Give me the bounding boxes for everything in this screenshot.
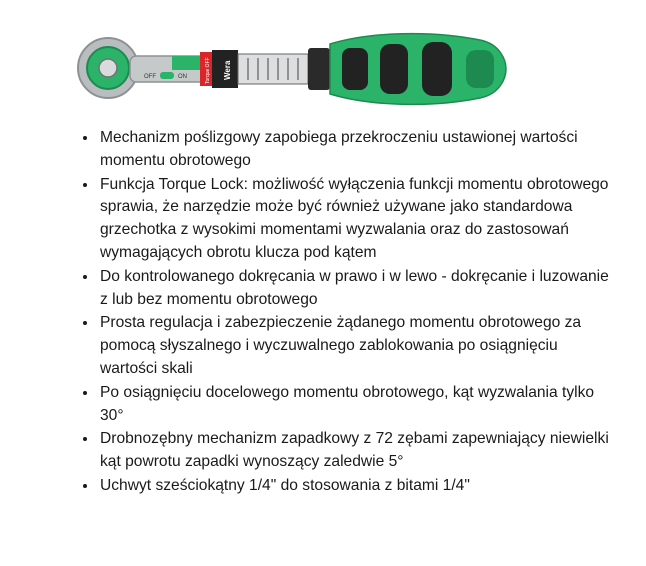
bit-holder bbox=[172, 56, 200, 70]
list-item: • Po osiągnięciu docelowego momentu obrotowego, kąt wyzwalania tylko 30° bbox=[98, 381, 618, 428]
adjustment-ring bbox=[308, 48, 330, 90]
torque-wrench-illustration bbox=[70, 20, 510, 120]
list-item: • Prosta regulacja i zabezpieczenie żądanego momentu obrotowego za pomocą słyszalnego i wyczuwalnego zablokowania po osiągnięciu wartości skali bbox=[98, 311, 618, 380]
list-item: • Mechanizm poślizgowy zapobiega przekroczeniu ustawionej wartości momentu obrotowego bbox=[98, 126, 618, 173]
list-item: • Uchwyt sześciokątny 1/4" do stosowania z bitami 1/4" bbox=[98, 474, 618, 498]
torque-off-label: Torque OFF bbox=[205, 57, 211, 84]
ratchet-hub bbox=[99, 59, 117, 77]
list-item: • Drobnozębny mechanizm zapadkowy z 72 zębami zapewniający niewielki kąt powrotu zapadki wynoszący zaledwie 5° bbox=[98, 427, 618, 474]
feature-list bbox=[78, 126, 618, 498]
handle-end-cap bbox=[466, 50, 494, 88]
handle-grip-pads bbox=[342, 42, 452, 96]
switch-on-label: ON bbox=[178, 74, 187, 80]
list-item: • Do kontrolowanego dokręcania w prawo i w lewo - dokręcanie i luzowanie z lub bez momentu obrotowego bbox=[98, 265, 618, 312]
switch-off-label: OFF bbox=[144, 74, 156, 80]
list-item: • Funkcja Torque Lock: możliwość wyłączenia funkcji momentu obrotowego sprawia, że narzędzie może być również używane jako standardowa grzechotka z wysokimi momentami wyzwalania oraz do zastosowań wymagających obrotu klucza pod kątem bbox=[98, 173, 618, 265]
brand-mark: Wera bbox=[223, 60, 232, 80]
lock-switch bbox=[160, 72, 174, 79]
